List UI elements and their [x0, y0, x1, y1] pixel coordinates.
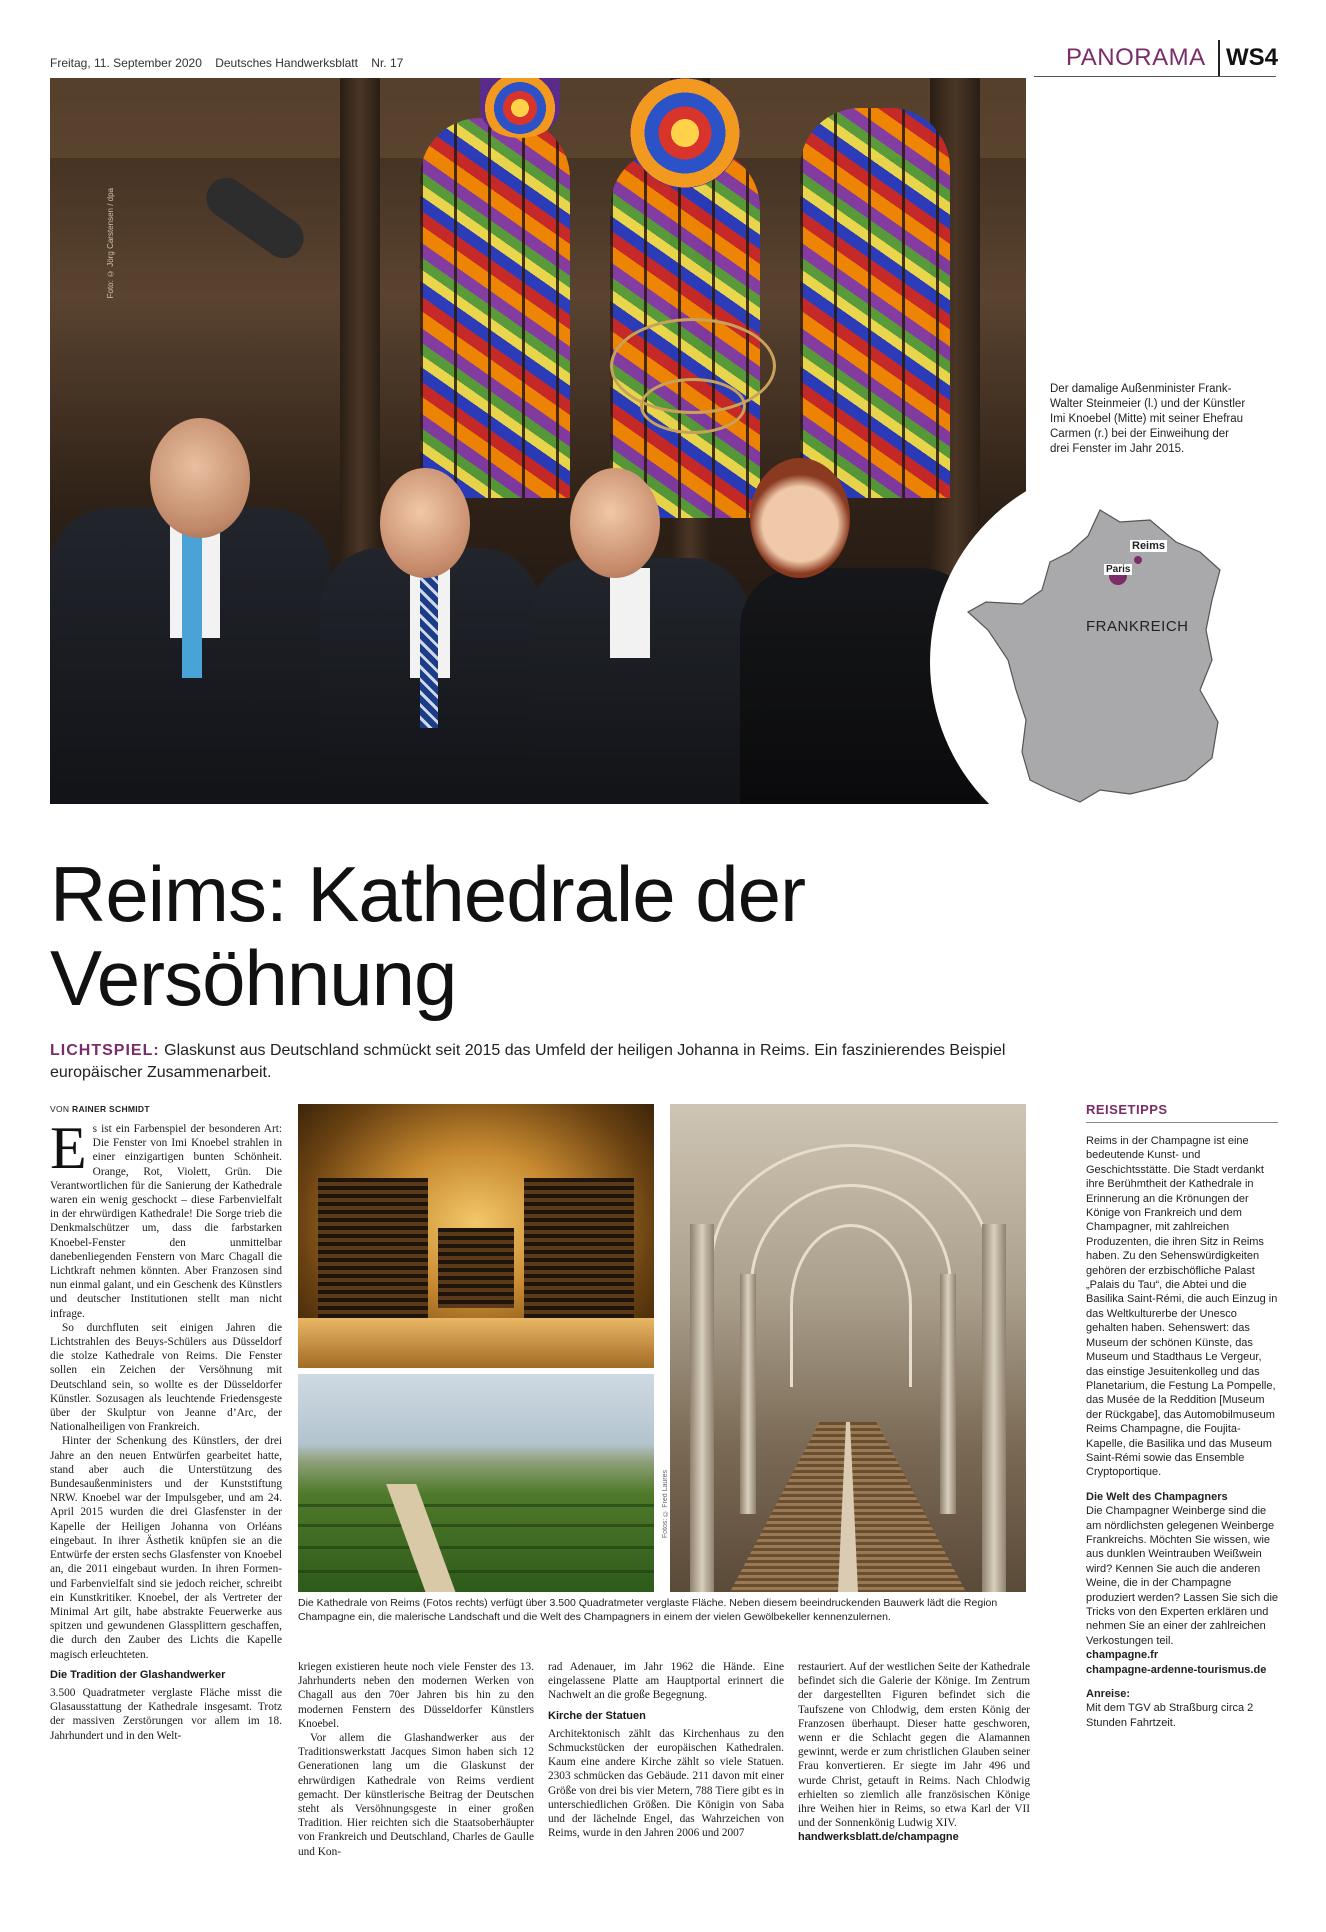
- col3-paragraph-2: Architektonisch zählt das Kirchenhaus zu den Schmuckstücken der europäischen Kathedralen. Kaum eine andere Kirche zählt so viele Statuen. 2303 schmücken das Gebäude. 211 davon mit einer Größe von drei bis vier Metern, 788 Tiere gibt es in unterschiedlichen Größen. Die Königin von Saba und der lächelnde Engel, das Wahrzeichen von Reims, wurde in den Jahren 2006 und 2007: [548, 1727, 784, 1840]
- photos-caption: Die Kathedrale von Reims (Fotos rechts) verfügt über 3.500 Quadratmeter verglaste Fläche. Neben diesem beeindruckenden Bauwerk lädt die Region Champagne ein, die malerische Landschaft und die Welt des Champagners in einem der vielen Gewölbekeller kennenzulernen.: [298, 1597, 998, 1623]
- col1-paragraph-4: 3.500 Quadratmeter verglaste Fläche misst die Glasausstattung der Kathedrale insgesamt. Trotz der massiven Zerstörungen vor allem im 18. Jahrhundert und in den Welt-: [50, 1686, 282, 1742]
- col3-subheading: Kirche der Statuen: [548, 1709, 646, 1722]
- sidebar-link-tourism[interactable]: champagne-ardenne-tourismus.de: [1086, 1663, 1267, 1676]
- article-column-4: [798, 1660, 1030, 1845]
- col4-link[interactable]: handwerksblatt.de/champagne: [798, 1831, 959, 1844]
- sidebar-title: REISETIPPS: [1086, 1102, 1168, 1117]
- header-divider: [1218, 40, 1220, 76]
- sidebar-paragraph-2: Die Champagner Weinberge sind die am nördlichsten gelegenen Weinberge Frankreichs. Möchten Sie wissen, wie aus dunklen Weintrauben Weißwein wird? Kennen Sie auch die anderen Weine, die in der Champagne produziert werden? Lassen Sie sich die Tricks von den Experten erklären und nehmen Sie an einer der zahlreichen Verkostungen teil.: [1086, 1505, 1279, 1647]
- france-map: [950, 490, 1290, 810]
- article-column-1: [50, 1115, 282, 1743]
- lead-text: Glaskunst aus Deutschland schmückt seit 2015 das Umfeld der heiligen Johanna in Reims. Ein faszinierendes Beispiel europäischer Zusammenarbeit.: [50, 1042, 1006, 1081]
- boom-microphone: [198, 170, 311, 266]
- sidebar-travel-tips: [1086, 1134, 1280, 1740]
- byline: [50, 1104, 150, 1114]
- col1-paragraph-1: s ist ein Farbenspiel der besonderen Art: Die Fenster von Imi Knoebel strahlen in einer einzigartigen bunten Schönheit. Orange, Rot, Violett, Grün. Die Verantwortlichen für die Sanierung der Kathedrale waren ein wenig geschockt – diese Farbenvielfalt in der ehrwürdigen Kathedrale! Die Sorge trieb die Denkmalschützer um, dass die farbstarken Knoebel-Fenster den unmittelbar danebenliegenden Fenstern von Marc Chagall die Lichtkraft nehmen könnten. Aber Franzosen sind nun einmal galant, und ein Geschenk des Künstlers und deutscher Institutionen stellt man nicht infrage.: [50, 1123, 282, 1320]
- article-column-3: [548, 1660, 784, 1840]
- photo-champagne-cellar: [298, 1104, 654, 1368]
- sidebar-link-champagne[interactable]: champagne.fr: [1086, 1649, 1159, 1662]
- map-country-label: FRANKREICH: [1086, 618, 1189, 635]
- article-column-2: [298, 1660, 534, 1859]
- lead-kicker: LICHTSPIEL:: [50, 1042, 160, 1059]
- sidebar-rule: [1086, 1122, 1278, 1123]
- col3-paragraph-1: rad Adenauer, im Jahr 1962 die Hände. Eine eingelassene Platte am Hauptportal erinnert die Nachwelt an die große Begegnung.: [548, 1661, 784, 1702]
- col2-paragraph-2: Vor allem die Glashandwerker aus der Traditionswerkstatt Jacques Simon haben sich 12 Generationen lang um die Glaskunst der ehrwürdigen Kathedrale von Reims verdient gemacht. Der künstlerische Beitrag der Deutschen steht als Versöhnungsgeste in einer großen Tradition. Hier reichten sich die Staatsoberhäupter von Frankreich und Deutschland, Charles de Gaulle und Kon-: [298, 1732, 534, 1858]
- header-rule: [1034, 76, 1276, 77]
- lead-paragraph: [50, 1040, 1050, 1084]
- headline-line-2: Versöhnung: [50, 934, 457, 1022]
- byline-author: RAINER SCHMIDT: [72, 1104, 150, 1114]
- hero-photo: [50, 78, 1026, 804]
- col4-paragraph-1: restauriert. Auf der westlichen Seite der Kathedrale befindet sich die Galerie der Könige. Im Zentrum der dargestellten Figuren befindet sich die Taufszene von Chlodwig, dem ersten König der Franzosen überhaupt. Dieser hatte geschworen, wenn er die Schlacht gegen die Alamannen gewinnt, werde er zum christlichen Glauben seiner Frau konvertieren. Er siegte im Jahr 496 und wurde Christ, getauft in Reims. Nach Chlodwig erhielten so ziemlich alle französischen Könige ihre Weihen hier in Reims, so etwa Karl der VII und der Sonnenkönig Ludwig XIV.: [798, 1661, 1030, 1830]
- sidebar-heading-travel: Anreise:: [1086, 1688, 1131, 1701]
- page-code: WS4: [1226, 44, 1279, 71]
- hero-photo-credit: Foto: © Jörg Carstensen / dpa: [106, 188, 115, 299]
- header-meta: [50, 56, 413, 70]
- sidebar-heading-champagne: Die Welt des Champagners: [1086, 1490, 1228, 1503]
- section-label: PANORAMA: [1066, 44, 1206, 71]
- sidebar-paragraph-1: Reims in der Champagne ist eine bedeutende Kunst- und Geschichtsstätte. Die Stadt verdankt ihre Berühmtheit der Kathedrale in Erinnerung an die Krönungen der Könige von Frankreich und dem Champagner, mit zahlreichen Produzenten, die ihren Sitz in Reims haben. Zu den Sehenswürdigkeiten gehören der erzbischöfliche Palast „Palais du Tau“, die Abtei und die Basilika Saint-Rémi, die auch Einzug in das Weltkulturerbe der Unesco gehalten haben. Sehenswert: das Museum der schönen Künste, das Museum und Stadthaus Le Vergeur, das einstige Jesuitenkolleg und das Planetarium, die Festung La Pompelle, das Musée de la Reddition [Museum der Rückgabe], das Automobilmuseum Reims Champagne, die Foujita-Kapelle, die Basilika und das Museum Saint-Rémi sowie das Ensemble Cryptoportique.: [1086, 1135, 1278, 1479]
- map-label-paris: Paris: [1106, 564, 1131, 575]
- sidebar-paragraph-3: Mit dem TGV ab Straßburg circa 2 Stunden Fahrtzeit.: [1086, 1702, 1254, 1729]
- hero-caption: Der damalige Außenminister Frank-Walter Steinmeier (l.) und der Künstler Imi Knoebel (Mitte) mit seiner Ehefrau Carmen (r.) bei der Einweihung der drei Fenster im Jahr 2015.: [1050, 383, 1246, 455]
- col1-paragraph-3: Hinter der Schenkung des Künstlers, der drei Jahre an den neuen Entwürfen gearbeitet hatte, stand aber auch die Unterstützung des Bundesaußenministers und der Kunststiftung NRW. Knoebel war der Impulsgeber, und am 24. April 2015 wurden die drei Glasfenster in der Kapelle der Heiligen Johanna von Orléans eingebaut. In ihrer Ästhetik knüpfen sie an die Entwürfe der ersten sechs Glasfenster von Knoebel an, die 2011 eingebaut wurden. In ihren Formen- und Farbenvielfalt sind sie jedoch reicher, schreibt ein Kunstkritiker. Knoebel, der als Vertreter der Minimal Art gilt, habe abstrakte Feuerwerke aus spitzen und gewundenen Glassplittern geschaffen, die durch den Zauber des Lichts die Kapelle magisch erleuchteten.: [50, 1435, 282, 1661]
- headline-line-1: Reims: Kathedrale der: [50, 850, 806, 938]
- col2-paragraph-1: kriegen existieren heute noch viele Fenster des 13. Jahrhunderts neben den modernen Werken von Chagall aus den 70er Jahren bis hin zu den modernen Fenstern des Düsseldorfer Künstlers Knoebel.: [298, 1661, 534, 1730]
- issue-date: Freitag, 11. September 2020: [50, 56, 202, 70]
- photo-cathedral-nave: [670, 1104, 1026, 1592]
- photo-vineyard-landscape: [298, 1374, 654, 1592]
- france-outline: [968, 510, 1220, 802]
- publication-name: Deutsches Handwerksblatt: [215, 56, 358, 70]
- col1-subheading: Die Tradition der Glashandwerker: [50, 1668, 226, 1681]
- issue-number: Nr. 17: [371, 56, 404, 70]
- reims-marker: [1134, 556, 1142, 564]
- map-label-reims: Reims: [1132, 540, 1166, 552]
- drop-cap: E: [50, 1115, 87, 1181]
- col1-paragraph-2: So durchfluten seit einigen Jahren die Lichtstrahlen des Beuys-Schülers aus Düsseldorf die stolze Kathedrale von Reims. Die Fenster sollen ein Zeichen der Versöhnung mit Deutschland sein, so wollte es der Düsseldorfer Künstler. Sozusagen als leuchtende Friedensgeste über der Skulptur von Jeanne d’Arc, der Nationalheiligen von Frankreich.: [50, 1321, 282, 1434]
- headline: [50, 852, 1050, 1020]
- byline-prefix: VON: [50, 1104, 70, 1114]
- photos-credit: Fotos: © Fred Laures: [662, 1470, 669, 1539]
